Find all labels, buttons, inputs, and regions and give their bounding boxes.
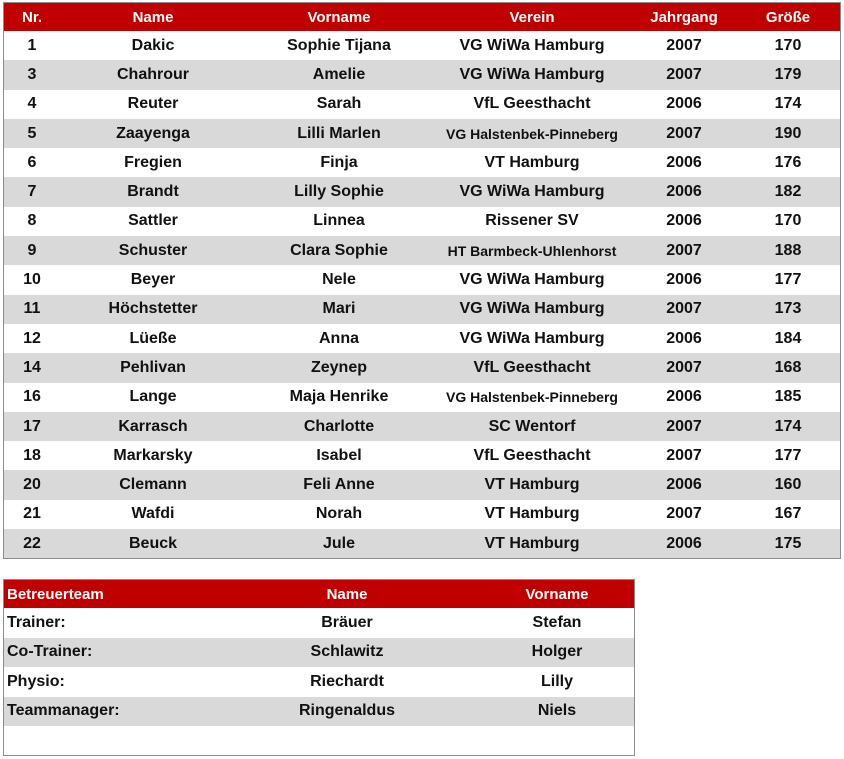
table-row [4,529,840,558]
cell-groesse: 177 [736,265,840,294]
cell-role: Physio: [4,667,214,697]
cell-verein: VG WiWa Hamburg [432,177,632,206]
cell-name: Dakic [60,31,246,60]
header-groesse: Größe [736,3,840,31]
cell-jahrgang: 2007 [632,412,736,441]
cell-groesse: 175 [736,529,840,558]
cell-nr: 3 [4,60,60,89]
cell-jahrgang: 2007 [632,441,736,470]
cell-jahrgang: 2006 [632,529,736,558]
cell-staff-name [214,726,480,756]
table-row [4,236,840,265]
table-row [4,441,840,470]
header-nr: Nr. [4,3,60,31]
cell-nr: 11 [4,295,60,324]
cell-name: Zaayenga [60,119,246,148]
cell-groesse: 174 [736,90,840,119]
cell-name: Sattler [60,207,246,236]
cell-nr: 17 [4,412,60,441]
cell-jahrgang: 2006 [632,324,736,353]
cell-groesse: 185 [736,383,840,412]
staff-row [4,726,634,756]
cell-nr: 9 [4,236,60,265]
cell-verein: VfL Geesthacht [432,441,632,470]
cell-role: Co-Trainer: [4,638,214,668]
cell-name: Lange [60,383,246,412]
cell-staff-vorname: Holger [480,638,634,668]
cell-nr: 18 [4,441,60,470]
cell-verein: VG WiWa Hamburg [432,60,632,89]
table-row [4,60,840,89]
staff-header-row [4,580,634,608]
cell-jahrgang: 2007 [632,60,736,89]
cell-verein: VfL Geesthacht [432,353,632,382]
cell-vorname: Zeynep [246,353,432,382]
cell-groesse: 170 [736,207,840,236]
cell-groesse: 170 [736,31,840,60]
table-row [4,177,840,206]
cell-nr: 21 [4,500,60,529]
cell-verein: VG Halstenbek-Pinneberg [432,383,632,412]
header-name: Name [60,3,246,31]
staff-row [4,697,634,727]
cell-verein: VT Hamburg [432,500,632,529]
cell-jahrgang: 2006 [632,383,736,412]
cell-vorname: Anna [246,324,432,353]
cell-vorname: Clara Sophie [246,236,432,265]
cell-name: Karrasch [60,412,246,441]
cell-groesse: 174 [736,412,840,441]
cell-name: Wafdi [60,500,246,529]
cell-staff-name: Ringenaldus [214,697,480,727]
header-staff-name: Name [214,580,480,608]
table-row [4,265,840,294]
cell-verein: VT Hamburg [432,529,632,558]
players-table [4,3,840,558]
table-row [4,148,840,177]
cell-name: Beyer [60,265,246,294]
cell-verein: VG Halstenbek-Pinneberg [432,119,632,148]
cell-name: Schuster [60,236,246,265]
cell-name: Markarsky [60,441,246,470]
cell-verein: VG WiWa Hamburg [432,31,632,60]
table-row [4,31,840,60]
cell-jahrgang: 2007 [632,31,736,60]
cell-groesse: 176 [736,148,840,177]
cell-groesse: 173 [736,295,840,324]
table-row [4,90,840,119]
cell-nr: 14 [4,353,60,382]
cell-groesse: 167 [736,500,840,529]
cell-nr: 6 [4,148,60,177]
cell-vorname: Maja Henrike [246,383,432,412]
cell-vorname: Jule [246,529,432,558]
cell-verein: VfL Geesthacht [432,90,632,119]
cell-nr: 10 [4,265,60,294]
cell-name: Chahrour [60,60,246,89]
cell-nr: 8 [4,207,60,236]
cell-groesse: 184 [736,324,840,353]
table-row [4,353,840,382]
cell-groesse: 177 [736,441,840,470]
cell-role: Trainer: [4,608,214,638]
cell-groesse: 179 [736,60,840,89]
cell-name: Lüeße [60,324,246,353]
players-table-container [3,2,841,559]
cell-staff-vorname: Stefan [480,608,634,638]
cell-jahrgang: 2006 [632,90,736,119]
cell-vorname: Sophie Tijana [246,31,432,60]
cell-groesse: 168 [736,353,840,382]
cell-verein: HT Barmbeck-Uhlenhorst [432,236,632,265]
table-row [4,470,840,499]
cell-nr: 16 [4,383,60,412]
staff-table-container [3,579,635,756]
cell-staff-vorname: Lilly [480,667,634,697]
cell-groesse: 160 [736,470,840,499]
cell-verein: VG WiWa Hamburg [432,295,632,324]
cell-vorname: Mari [246,295,432,324]
cell-name: Clemann [60,470,246,499]
cell-vorname: Sarah [246,90,432,119]
cell-verein: VG WiWa Hamburg [432,324,632,353]
cell-vorname: Norah [246,500,432,529]
cell-jahrgang: 2007 [632,236,736,265]
cell-staff-vorname [480,726,634,756]
cell-name: Pehlivan [60,353,246,382]
cell-nr: 22 [4,529,60,558]
cell-jahrgang: 2007 [632,119,736,148]
staff-row [4,608,634,638]
cell-name: Brandt [60,177,246,206]
cell-name: Reuter [60,90,246,119]
cell-name: Höchstetter [60,295,246,324]
table-row [4,324,840,353]
table-row [4,412,840,441]
table-row [4,119,840,148]
cell-vorname: Finja [246,148,432,177]
cell-vorname: Lilli Marlen [246,119,432,148]
header-staff-vorname: Vorname [480,580,634,608]
cell-nr: 5 [4,119,60,148]
cell-jahrgang: 2006 [632,207,736,236]
cell-jahrgang: 2007 [632,353,736,382]
cell-role [4,726,214,756]
cell-vorname: Isabel [246,441,432,470]
cell-name: Beuck [60,529,246,558]
cell-jahrgang: 2007 [632,500,736,529]
table-row [4,500,840,529]
cell-nr: 20 [4,470,60,499]
cell-name: Fregien [60,148,246,177]
cell-groesse: 190 [736,119,840,148]
cell-groesse: 182 [736,177,840,206]
players-header-row [4,3,840,31]
cell-vorname: Nele [246,265,432,294]
cell-nr: 12 [4,324,60,353]
cell-jahrgang: 2006 [632,148,736,177]
header-vorname: Vorname [246,3,432,31]
cell-vorname: Linnea [246,207,432,236]
header-jahrgang: Jahrgang [632,3,736,31]
cell-verein: VG WiWa Hamburg [432,265,632,294]
cell-verein: VT Hamburg [432,470,632,499]
staff-row [4,638,634,668]
cell-nr: 1 [4,31,60,60]
cell-verein: SC Wentorf [432,412,632,441]
cell-jahrgang: 2006 [632,265,736,294]
cell-jahrgang: 2006 [632,177,736,206]
cell-nr: 7 [4,177,60,206]
cell-staff-name: Bräuer [214,608,480,638]
header-verein: Verein [432,3,632,31]
cell-verein: VT Hamburg [432,148,632,177]
cell-vorname: Amelie [246,60,432,89]
cell-role: Teammanager: [4,697,214,727]
cell-vorname: Charlotte [246,412,432,441]
table-row [4,207,840,236]
cell-staff-name: Riechardt [214,667,480,697]
cell-staff-name: Schlawitz [214,638,480,668]
staff-row [4,667,634,697]
cell-nr: 4 [4,90,60,119]
cell-jahrgang: 2006 [632,470,736,499]
cell-verein: Rissener SV [432,207,632,236]
table-row [4,295,840,324]
cell-jahrgang: 2007 [632,295,736,324]
cell-staff-vorname: Niels [480,697,634,727]
cell-groesse: 188 [736,236,840,265]
cell-vorname: Lilly Sophie [246,177,432,206]
table-row [4,383,840,412]
header-betreuerteam: Betreuerteam [4,580,214,608]
cell-vorname: Feli Anne [246,470,432,499]
staff-table [4,580,634,756]
